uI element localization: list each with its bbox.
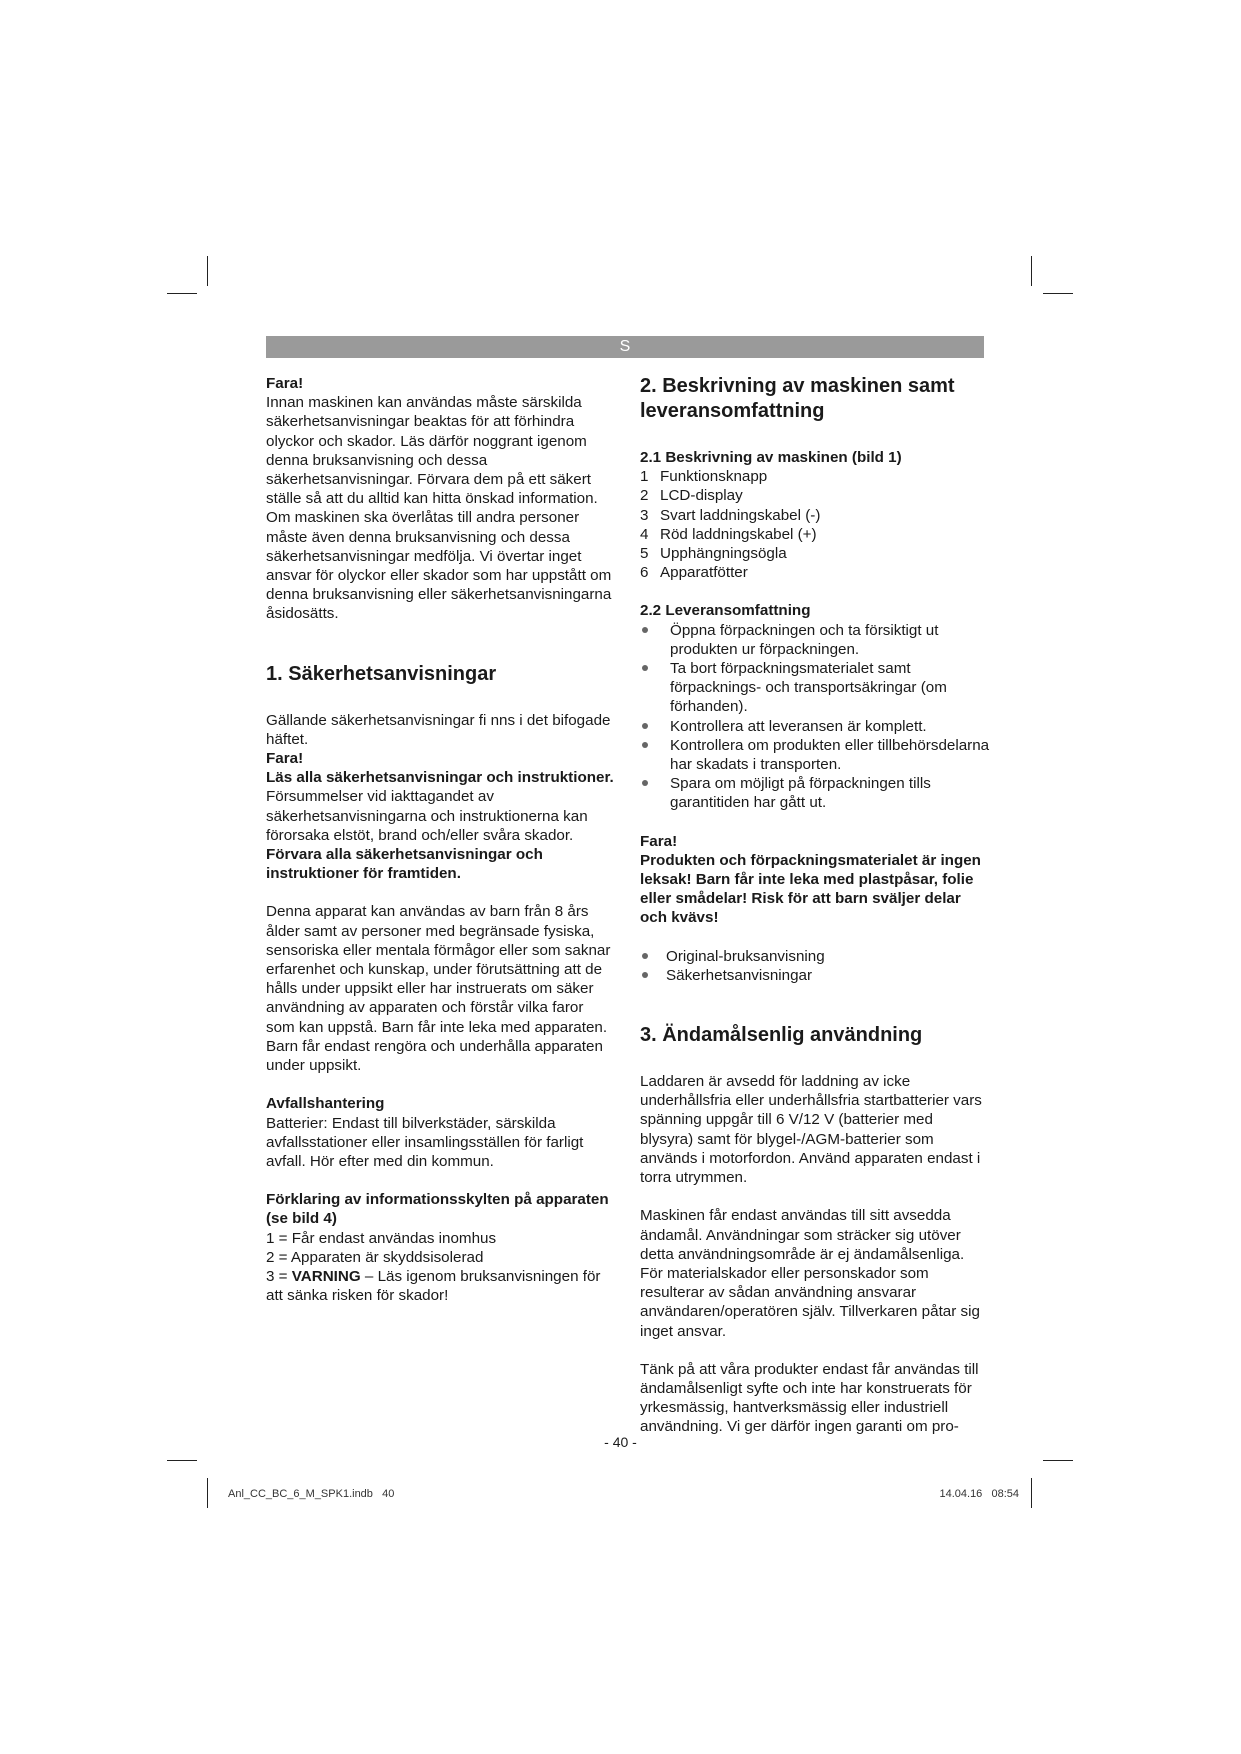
list-item <box>640 525 990 544</box>
language-header-bar <box>266 336 984 358</box>
list-item <box>640 506 990 525</box>
info-label-item: 1 = Får endast användas inomhus <box>266 1229 497 1247</box>
item-number: 1 <box>640 468 649 486</box>
crop-mark <box>167 1460 197 1461</box>
section-2-1-title: 2.1 Beskrivning av maskinen (bild 1) <box>640 449 902 466</box>
section-2-2-title: 2.2 Leveransomfattning <box>640 602 811 620</box>
section-1-warning-paragraph <box>266 768 616 883</box>
item-label: Röd laddningskabel (+) <box>660 525 817 543</box>
item-text: Spara om möjligt på förpackningen tills garantitiden har gått ut. <box>670 775 931 812</box>
crop-mark <box>207 256 208 286</box>
info-prefix: 3 = <box>266 1267 292 1285</box>
list-item <box>640 621 990 659</box>
list-item <box>640 717 990 736</box>
delivery-list <box>640 621 990 813</box>
footer-filename: Anl_CC_BC_6_M_SPK1.indb 40 <box>228 1488 395 1500</box>
item-number: 4 <box>640 525 649 543</box>
bullet-icon <box>642 627 648 633</box>
item-text: Öppna förpackningen och ta försiktigt ut produkten ur förpackningen. <box>670 621 939 658</box>
item-text: Original-bruksanvisning <box>666 947 825 965</box>
list-item <box>640 563 990 582</box>
warning-text: Försummelser vid iakttagandet av säkerhetsanvisningarna och instruktionerna kan förorsaka elstöt, brand och/eller svåra skador. <box>266 788 588 844</box>
bullet-icon <box>642 780 648 786</box>
item-number: 3 <box>640 506 649 524</box>
item-text: Säkerhetsanvisningar <box>666 966 813 984</box>
item-label: Funktionsknapp <box>660 468 768 486</box>
section-1-title: 1. Säkerhetsanvisningar <box>266 662 497 685</box>
documents-list <box>640 947 990 985</box>
item-label: Svart laddningskabel (-) <box>660 506 821 524</box>
left-column <box>266 374 616 1305</box>
item-text: Ta bort förpackningsmaterialet samt förpacknings- och transportsäkringar (om förhanden). <box>670 660 947 716</box>
section-2-title: 2. Beskrivning av maskinen samt leveransomfattning <box>640 375 955 422</box>
item-number: 6 <box>640 564 649 582</box>
parts-list <box>640 467 990 582</box>
crop-mark <box>1031 1478 1032 1508</box>
bullet-icon <box>642 665 648 671</box>
waste-paragraph: Batterier: Endast till bilverkstäder, särskilda avfallsstationer eller insamlingsställen för farligt avfall. Hör efter med din kommun. <box>266 1114 584 1170</box>
footer-datetime: 14.04.16 08:54 <box>939 1488 1019 1500</box>
waste-title: Avfallshantering <box>266 1095 385 1113</box>
item-number: 5 <box>640 545 649 563</box>
list-item <box>640 544 990 563</box>
section-3-paragraph: Laddaren är avsedd för laddning av icke underhållsfria eller underhållsfria startbatterier vars spänning uppgår till 6 V/12 V (batterier med blysyra) samt för blygel-/AGM-batterier som används i motorfordon. Använd apparaten endast i torra utrymmen. <box>640 1073 982 1187</box>
crop-mark <box>1031 256 1032 286</box>
list-item <box>640 659 990 717</box>
info-warning-text: – Läs igenom bruksanvisningen för att sänka risken för skador! <box>266 1267 601 1305</box>
crop-mark <box>1043 293 1073 294</box>
item-number: 2 <box>640 487 649 505</box>
warning-bold-text: Läs alla säkerhetsanvisningar och instruktioner. <box>266 769 614 787</box>
bullet-icon <box>642 723 648 729</box>
item-text: Kontrollera att leveransen är komplett. <box>670 717 927 735</box>
intro-paragraph: Innan maskinen kan användas måste särskilda säkerhetsanvisningar beaktas för att förhindra olyckor och skador. Läs därför noggrant igenom denna bruksanvisning och dessa säkerhetsanvisningar. Förvara dem på ett säkert ställe så att du alltid kan hitta önskad information. Om maskinen ska överlåtas till andra personer måste även denna bruksanvisning och dessa säkerhetsanvisningar medfölja. Vi övertar inget ansvar för olyckor eller skador som har uppstått om denna bruksanvisning eller säkerhetsanvisningarna åsidosätts. <box>266 394 612 623</box>
list-item <box>640 966 990 985</box>
warning-title: Fara! <box>640 832 678 850</box>
info-label-title: Förklaring av informationsskylten på apparaten (se bild 4) <box>266 1191 609 1228</box>
item-text: Kontrollera om produkten eller tillbehörsdelarna har skadats i transporten. <box>670 736 990 774</box>
section-3-title: 3. Ändamålsenlig användning <box>640 1024 923 1047</box>
section-3-paragraph: Maskinen får endast användas till sitt avsedda ändamål. Användningar som sträcker sig utöver detta användningsområde är ej ändamålsenliga. För materialskador eller personskador som resulterar av sådan användning ansvarar användaren/operatören själv. Tillverkaren påtar sig inget ansvar. <box>640 1207 980 1340</box>
info-label-item <box>266 1267 616 1305</box>
section-1-warning-title: Fara! <box>266 750 304 768</box>
right-column <box>640 374 990 1437</box>
warning-bold-text: Förvara alla säkerhetsanvisningar och instruktioner för framtiden. <box>266 846 543 883</box>
bullet-icon <box>642 742 648 748</box>
item-label: Upphängningsögla <box>660 545 787 563</box>
item-label: LCD-display <box>660 487 743 505</box>
list-item <box>640 486 990 505</box>
list-item <box>640 774 990 812</box>
section-3-paragraph: Tänk på att våra produkter endast får användas till ändamålsenligt syfte och inte har konstruerats för yrkesmässig, hantverksmässig eller industriell användning. Vi ger därför ingen garanti om pro- <box>640 1360 979 1436</box>
info-warning-word: VARNING <box>291 1267 361 1285</box>
children-paragraph: Denna apparat kan användas av barn från 8 års ålder samt av personer med begränsade fysiska, sensoriska eller mentala förmågor eller som saknar erfarenhet och kunskap, under förutsättning att de hålls under uppsikt eller har instruerats om säker användning av apparaten och förstår vilka faror som kan uppstå. Barn får inte leka med apparaten. Barn får endast rengöra och underhålla apparaten under uppsikt. <box>266 903 611 1075</box>
language-label: S <box>619 338 631 355</box>
list-item <box>640 736 990 774</box>
bullet-icon <box>642 972 648 978</box>
crop-mark <box>1043 1460 1073 1461</box>
bullet-icon <box>642 953 648 959</box>
crop-mark <box>207 1478 208 1508</box>
list-item <box>640 467 990 486</box>
info-label-item: 2 = Apparaten är skyddsisolerad <box>266 1248 484 1266</box>
list-item <box>640 947 990 966</box>
warning-title: Fara! <box>266 375 304 392</box>
item-label: Apparatfötter <box>660 564 748 582</box>
page-number: - 40 - <box>604 1434 637 1450</box>
warning-paragraph: Produkten och förpackningsmaterialet är ingen leksak! Barn får inte leka med plastpåsar, folie eller smådelar! Risk för att barn sväljer delar och kvävs! <box>640 851 981 927</box>
section-1-paragraph: Gällande säkerhetsanvisningar fi nns i det bifogade häftet. <box>266 711 611 748</box>
crop-mark <box>167 293 197 294</box>
